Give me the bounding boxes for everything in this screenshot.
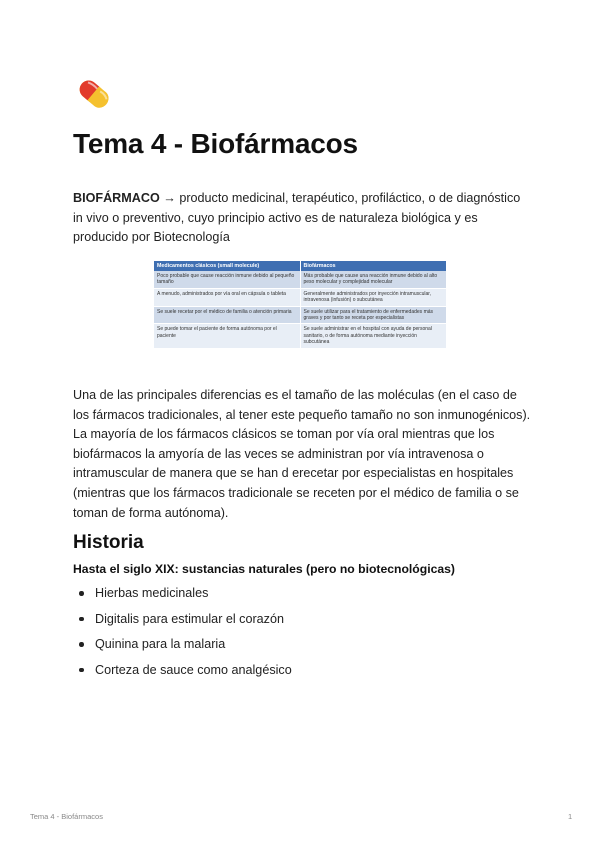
list-item-text: Digitalis para estimular el corazón	[95, 611, 284, 626]
table-cell: Se suele administrar en el hospital con ayuda de personal sanitario, o de forma autónoma mediante inyección subcutánea	[300, 324, 446, 348]
footer-title: Tema 4 - Biofármacos	[30, 812, 103, 821]
list-item-text: Corteza de sauce como analgésico	[95, 662, 292, 677]
table-cell: Generalmente administrados por inyección intramuscular, intravenosa (infusión) o subcutánea	[300, 288, 446, 306]
definition-text: producto medicinal, terapéutico, profiláctico, o de diagnóstico in vivo o preventivo, cuyo principio activo es de naturaleza biológica y es producido por Biotecnología	[73, 191, 521, 245]
list-item	[73, 610, 292, 636]
arrow-icon: →	[163, 191, 176, 205]
table-header: Medicamentos clásicos (small molecule)	[154, 261, 300, 271]
comparison-table-image	[154, 261, 446, 349]
section-subheading: Hasta el siglo XIX: sustancias naturales (pero no biotecnológicas)	[73, 562, 455, 576]
table-cell: Poco probable que cause reacción inmune debido al pequeño tamaño	[154, 271, 300, 288]
list-item	[73, 584, 292, 610]
bullet-icon	[79, 591, 84, 596]
table-cell: Más probable que cause una reacción inmune debido al alto peso molecular y complejidad molecular	[300, 271, 446, 288]
table-cell: Se puede tomar el paciente de forma autónoma por el paciente	[154, 324, 300, 348]
page-title: Tema 4 - Biofármacos	[73, 128, 358, 159]
table-cell: A menudo, administrados por vía oral en cápsula o tableta	[154, 288, 300, 306]
list-item-text: Quinina para la malaria	[95, 637, 226, 651]
table-row	[154, 271, 446, 288]
pill-capsule-icon	[73, 73, 115, 115]
table-row	[154, 306, 446, 324]
list-item	[73, 661, 292, 687]
page-number: 1	[568, 812, 573, 821]
table-cell: Se suele utilizar para el tratamiento de enfermedades más graves y por tanto se receta por especialistas	[300, 306, 446, 324]
history-list	[73, 584, 292, 686]
table-row	[154, 288, 446, 306]
bullet-icon	[79, 617, 84, 622]
table-header: Biofármacos	[300, 261, 446, 271]
table-row	[154, 324, 446, 348]
list-item-text: Hierbas medicinales	[95, 586, 209, 600]
section-heading: Historia	[73, 532, 144, 553]
definition-term: BIOFÁRMACO	[73, 191, 160, 205]
definition-paragraph	[73, 189, 533, 248]
list-item	[73, 635, 292, 661]
table-cell: Se suele recetar por el médico de familia o atención primaria	[154, 306, 300, 324]
bullet-icon	[79, 668, 84, 673]
body-paragraph: Una de las principales diferencias es el tamaño de las moléculas (en el caso de los fármacos tradicionales, al tener este pequeño tamaño no son inmunogénicos). La mayoría de los fármacos clásicos se toman por vía oral mientras que los biofármacos la amyoría de las veces se administran por vía intravenosa o intramuscular de manera que se han d erecetar por especialistas en hospitales (mientras que los fármacos tradicionale se receten por el médico de familia o se toman de forma autónoma).	[73, 388, 531, 520]
comparison-table	[154, 261, 447, 349]
bullet-icon	[79, 642, 84, 647]
